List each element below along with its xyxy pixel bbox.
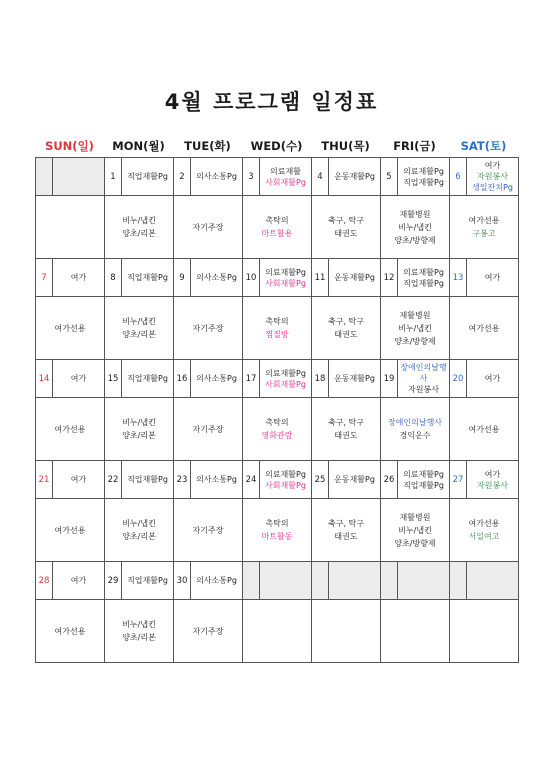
day-activity-cell bbox=[450, 461, 519, 499]
day-activity-cell bbox=[36, 259, 105, 297]
detail-text: 비누/냅킨 bbox=[122, 317, 156, 326]
detail-text: 촉탁의 bbox=[265, 519, 289, 528]
day-activity-cell bbox=[105, 562, 174, 600]
day-detail-cell bbox=[381, 398, 450, 461]
activity-list bbox=[260, 158, 311, 195]
detail-text: 여가선용 bbox=[54, 424, 86, 434]
day-detail-cell bbox=[174, 297, 243, 360]
detail-text: 자기주장 bbox=[192, 525, 224, 535]
detail-text: 재활병원 bbox=[399, 209, 431, 219]
day-activity-cell bbox=[174, 461, 243, 499]
activity-text: 여가 bbox=[70, 374, 87, 383]
detail-text: 양초/리본 bbox=[122, 633, 156, 642]
date-number: 1 bbox=[105, 158, 122, 195]
date-number: 24 bbox=[243, 461, 260, 498]
date-number: 6 bbox=[450, 158, 467, 195]
activity-text: 여가 bbox=[484, 374, 501, 383]
day-detail-cell bbox=[174, 398, 243, 461]
date-number: 11 bbox=[312, 259, 329, 296]
activity-list bbox=[122, 259, 173, 296]
detail-text: 축구, 탁구 bbox=[328, 418, 364, 427]
activity-text: 여가 bbox=[484, 161, 501, 170]
date-number: 25 bbox=[312, 461, 329, 498]
activity-list bbox=[398, 461, 449, 498]
date-number: 27 bbox=[450, 461, 467, 498]
date-number: 26 bbox=[381, 461, 398, 498]
activity-text: 의사소통Pg bbox=[196, 576, 237, 585]
day-activity-cell bbox=[174, 259, 243, 297]
detail-text: 축구, 탁구 bbox=[328, 216, 364, 225]
detail-text: 경익운수 bbox=[399, 431, 431, 440]
day-detail-cell bbox=[105, 499, 174, 562]
date-number: 21 bbox=[36, 461, 53, 498]
detail-text: 촉탁의 bbox=[265, 317, 289, 326]
activity-list bbox=[122, 158, 173, 195]
detail-text: 촉탁의 bbox=[265, 216, 289, 225]
activity-list bbox=[260, 360, 311, 397]
activity-list bbox=[191, 562, 242, 599]
day-activity-cell bbox=[243, 259, 312, 297]
date-number: 9 bbox=[174, 259, 191, 296]
day-activity-cell bbox=[105, 259, 174, 297]
activity-list bbox=[329, 259, 380, 296]
activity-text: 직업재활Pg bbox=[127, 576, 168, 585]
day-detail-cell bbox=[243, 297, 312, 360]
activity-list bbox=[398, 562, 449, 599]
day-activity-cell bbox=[174, 360, 243, 398]
detail-text: 양초/방향제 bbox=[394, 538, 436, 548]
week-detail-row bbox=[36, 600, 519, 663]
day-activity-cell bbox=[105, 461, 174, 499]
date-number: 12 bbox=[381, 259, 398, 296]
activity-text: 사회재활Pg bbox=[265, 177, 306, 187]
day-activity-cell bbox=[243, 461, 312, 499]
activity-text: 여가 bbox=[70, 273, 87, 282]
detail-text: 비누/냅킨 bbox=[122, 216, 156, 225]
activity-text: 사회재활Pg bbox=[265, 480, 306, 490]
activity-text: 의사소통Pg bbox=[196, 273, 237, 282]
weekday-header-row bbox=[35, 138, 518, 158]
day-detail-cell bbox=[243, 398, 312, 461]
day-detail-cell bbox=[381, 297, 450, 360]
activity-text: 직업재활Pg bbox=[127, 172, 168, 181]
activity-list bbox=[53, 461, 104, 498]
detail-text: 마트활용 bbox=[261, 229, 293, 238]
week-activity-row bbox=[36, 158, 519, 196]
date-number: 20 bbox=[450, 360, 467, 397]
date-number: 8 bbox=[105, 259, 122, 296]
detail-text: 여가선용 bbox=[468, 323, 500, 333]
day-activity-cell bbox=[36, 562, 105, 600]
weekday-header: FRI(금) bbox=[393, 139, 436, 153]
detail-text: 찜질방 bbox=[265, 330, 289, 339]
day-activity-cell bbox=[381, 461, 450, 499]
date-number: 14 bbox=[36, 360, 53, 397]
detail-text: 자기주장 bbox=[192, 323, 224, 333]
activity-text: 직업재활Pg bbox=[127, 475, 168, 484]
day-activity-cell bbox=[36, 158, 105, 196]
day-activity-cell bbox=[36, 461, 105, 499]
week-detail-row bbox=[36, 196, 519, 259]
detail-text: 양초/방향제 bbox=[394, 235, 436, 245]
week-activity-row bbox=[36, 562, 519, 600]
day-detail-cell bbox=[450, 196, 519, 259]
week-activity-row bbox=[36, 259, 519, 297]
day-detail-cell bbox=[312, 499, 381, 562]
detail-text: 양초/방향제 bbox=[394, 336, 436, 346]
day-detail-cell bbox=[450, 297, 519, 360]
activity-text: 여가 bbox=[70, 475, 87, 484]
activity-list bbox=[467, 158, 518, 195]
activity-list bbox=[329, 562, 380, 599]
detail-text: 마트활동 bbox=[261, 532, 293, 541]
detail-text: 비누/냅킨 bbox=[122, 620, 156, 629]
day-activity-cell bbox=[243, 360, 312, 398]
day-activity-cell bbox=[312, 158, 381, 196]
date-number: 5 bbox=[381, 158, 398, 195]
week-detail-row bbox=[36, 398, 519, 461]
weekday-header: WED(수) bbox=[250, 139, 303, 153]
detail-text: 영화관람 bbox=[261, 431, 293, 440]
date-number: 30 bbox=[174, 562, 191, 599]
date-number: 3 bbox=[243, 158, 260, 195]
day-detail-cell bbox=[381, 499, 450, 562]
page-title: 4월 프로그램 일정표 bbox=[164, 90, 379, 114]
day-activity-cell bbox=[243, 562, 312, 600]
detail-text: 양초/리본 bbox=[122, 330, 156, 339]
day-activity-cell bbox=[381, 562, 450, 600]
activity-text: 여가 bbox=[484, 273, 501, 282]
date-number bbox=[450, 562, 467, 599]
date-number: 17 bbox=[243, 360, 260, 397]
activity-text: 의료재활Pg bbox=[265, 267, 306, 277]
detail-text: 구봉고 bbox=[472, 229, 496, 238]
activity-list bbox=[260, 461, 311, 498]
day-activity-cell bbox=[450, 360, 519, 398]
activity-text: 자원봉사 bbox=[477, 480, 508, 490]
day-detail-cell bbox=[450, 499, 519, 562]
day-activity-cell bbox=[381, 158, 450, 196]
detail-text: 자기주장 bbox=[192, 626, 224, 636]
detail-text: 양초/리본 bbox=[122, 532, 156, 541]
activity-text: 의료재활Pg bbox=[403, 166, 444, 176]
day-activity-cell bbox=[312, 259, 381, 297]
day-detail-cell bbox=[174, 499, 243, 562]
weekday-header: SUN(일) bbox=[45, 139, 94, 153]
detail-text: 여가선용 bbox=[54, 626, 86, 636]
day-activity-cell bbox=[105, 158, 174, 196]
activity-list bbox=[467, 259, 518, 296]
detail-text: 비누/냅킨 bbox=[122, 519, 156, 528]
activity-text: 여가 bbox=[70, 576, 87, 585]
activity-text: 직업재활Pg bbox=[403, 278, 444, 288]
activity-list bbox=[398, 158, 449, 195]
detail-text: 태권도 bbox=[334, 431, 358, 440]
activity-text: 의사소통Pg bbox=[196, 374, 237, 383]
activity-text: 의료재활Pg bbox=[403, 469, 444, 479]
activity-text: 직업재활Pg bbox=[403, 480, 444, 490]
detail-text: 태권도 bbox=[334, 532, 358, 541]
activity-list bbox=[329, 461, 380, 498]
date-number: 19 bbox=[381, 360, 398, 397]
detail-text: 양초/리본 bbox=[122, 431, 156, 440]
day-detail-cell bbox=[381, 600, 450, 663]
day-detail-cell bbox=[105, 297, 174, 360]
detail-text: 여가선용 bbox=[54, 323, 86, 333]
day-detail-cell bbox=[105, 600, 174, 663]
activity-text: 사회재활Pg bbox=[265, 278, 306, 288]
activity-text: 장애인의날행사 bbox=[400, 363, 447, 383]
day-activity-cell bbox=[312, 562, 381, 600]
detail-text: 서일여고 bbox=[468, 532, 500, 541]
day-detail-cell bbox=[381, 196, 450, 259]
activity-text: 직업재활Pg bbox=[127, 374, 168, 383]
day-detail-cell bbox=[243, 196, 312, 259]
week-detail-row bbox=[36, 297, 519, 360]
day-detail-cell bbox=[174, 196, 243, 259]
activity-list bbox=[329, 158, 380, 195]
date-number bbox=[243, 562, 260, 599]
day-activity-cell bbox=[243, 158, 312, 196]
detail-text: 태권도 bbox=[334, 330, 358, 339]
weekday-header: SAT(토) bbox=[460, 139, 507, 153]
day-detail-cell bbox=[105, 398, 174, 461]
activity-text: 의료재활Pg bbox=[403, 267, 444, 277]
activity-list bbox=[53, 562, 104, 599]
detail-text: 장애인의날행사 bbox=[387, 418, 443, 427]
schedule-calendar bbox=[35, 157, 519, 663]
detail-text: 비누/냅킨 bbox=[122, 418, 156, 427]
activity-text: 의사소통Pg bbox=[196, 172, 237, 181]
day-activity-cell bbox=[174, 562, 243, 600]
activity-text: 사회재활Pg bbox=[265, 379, 306, 389]
activity-list bbox=[53, 259, 104, 296]
detail-text: 비누/냅킨 bbox=[398, 525, 432, 535]
activity-text: 생일잔치Pg bbox=[472, 183, 513, 192]
day-detail-cell bbox=[450, 398, 519, 461]
day-activity-cell bbox=[312, 360, 381, 398]
day-activity-cell bbox=[36, 360, 105, 398]
date-number: 22 bbox=[105, 461, 122, 498]
detail-text: 여가선용 bbox=[54, 525, 86, 535]
day-detail-cell bbox=[312, 600, 381, 663]
day-detail-cell bbox=[36, 499, 105, 562]
activity-list bbox=[122, 461, 173, 498]
activity-text: 운동재활Pg bbox=[334, 475, 375, 484]
activity-text: 운동재활Pg bbox=[334, 374, 375, 383]
day-activity-cell bbox=[381, 259, 450, 297]
date-number: 2 bbox=[174, 158, 191, 195]
activity-list bbox=[467, 562, 518, 599]
activity-text: 자원봉사 bbox=[408, 385, 439, 394]
day-detail-cell bbox=[243, 600, 312, 663]
day-detail-cell bbox=[450, 600, 519, 663]
activity-list bbox=[191, 259, 242, 296]
detail-text: 재활병원 bbox=[399, 512, 431, 522]
day-detail-cell bbox=[174, 600, 243, 663]
day-detail-cell bbox=[312, 196, 381, 259]
date-number: 29 bbox=[105, 562, 122, 599]
day-activity-cell bbox=[312, 461, 381, 499]
week-activity-row bbox=[36, 461, 519, 499]
detail-text: 재활병원 bbox=[399, 310, 431, 320]
activity-list bbox=[191, 461, 242, 498]
week-detail-row bbox=[36, 499, 519, 562]
date-number: 28 bbox=[36, 562, 53, 599]
date-number: 18 bbox=[312, 360, 329, 397]
day-activity-cell bbox=[450, 158, 519, 196]
activity-list bbox=[467, 360, 518, 397]
date-number: 23 bbox=[174, 461, 191, 498]
detail-text: 자기주장 bbox=[192, 424, 224, 434]
day-activity-cell bbox=[450, 259, 519, 297]
activity-list bbox=[191, 360, 242, 397]
detail-text: 축구, 탁구 bbox=[328, 519, 364, 528]
day-detail-cell bbox=[243, 499, 312, 562]
day-detail-cell bbox=[36, 600, 105, 663]
date-number: 16 bbox=[174, 360, 191, 397]
activity-list bbox=[191, 158, 242, 195]
activity-text: 직업재활Pg bbox=[127, 273, 168, 282]
date-number bbox=[381, 562, 398, 599]
day-activity-cell bbox=[381, 360, 450, 398]
activity-list bbox=[260, 259, 311, 296]
activity-list bbox=[467, 461, 518, 498]
weekday-header: THU(목) bbox=[321, 139, 370, 153]
weekday-header: MON(월) bbox=[112, 139, 165, 153]
day-activity-cell bbox=[174, 158, 243, 196]
activity-list bbox=[398, 259, 449, 296]
activity-text: 의사소통Pg bbox=[196, 475, 237, 484]
day-activity-cell bbox=[105, 360, 174, 398]
date-number bbox=[312, 562, 329, 599]
day-detail-cell bbox=[105, 196, 174, 259]
detail-text: 축구, 탁구 bbox=[328, 317, 364, 326]
date-number: 4 bbox=[312, 158, 329, 195]
activity-text: 자원봉사 bbox=[477, 172, 508, 181]
date-number bbox=[36, 158, 53, 195]
activity-list bbox=[122, 562, 173, 599]
activity-text: 의료재활 bbox=[270, 166, 301, 176]
activity-text: 직업재활Pg bbox=[403, 177, 444, 187]
activity-text: 의료재활Pg bbox=[265, 368, 306, 378]
detail-text: 비누/냅킨 bbox=[398, 222, 432, 232]
activity-list bbox=[260, 562, 311, 599]
detail-text: 태권도 bbox=[334, 229, 358, 238]
activity-text: 운동재활Pg bbox=[334, 273, 375, 282]
activity-list bbox=[329, 360, 380, 397]
day-detail-cell bbox=[36, 398, 105, 461]
activity-text: 운동재활Pg bbox=[334, 172, 375, 181]
day-detail-cell bbox=[36, 196, 105, 259]
detail-text: 비누/냅킨 bbox=[398, 323, 432, 333]
detail-text: 자기주장 bbox=[192, 222, 224, 232]
date-number: 10 bbox=[243, 259, 260, 296]
detail-text: 여가선용 bbox=[468, 519, 500, 528]
day-detail-cell bbox=[312, 398, 381, 461]
date-number: 13 bbox=[450, 259, 467, 296]
date-number: 15 bbox=[105, 360, 122, 397]
day-activity-cell bbox=[450, 562, 519, 600]
date-number: 7 bbox=[36, 259, 53, 296]
activity-text: 의료재활Pg bbox=[265, 469, 306, 479]
weekday-header: TUE(화) bbox=[184, 139, 231, 153]
week-activity-row bbox=[36, 360, 519, 398]
activity-list bbox=[398, 360, 449, 397]
activity-list bbox=[122, 360, 173, 397]
detail-text: 양초/리본 bbox=[122, 229, 156, 238]
activity-text: 여가 bbox=[484, 469, 501, 479]
day-detail-cell bbox=[36, 297, 105, 360]
activity-list bbox=[53, 158, 104, 195]
activity-list bbox=[53, 360, 104, 397]
detail-text: 촉탁의 bbox=[265, 418, 289, 427]
day-detail-cell bbox=[312, 297, 381, 360]
detail-text: 여가선용 bbox=[468, 216, 500, 225]
detail-text: 여가선용 bbox=[468, 424, 500, 434]
